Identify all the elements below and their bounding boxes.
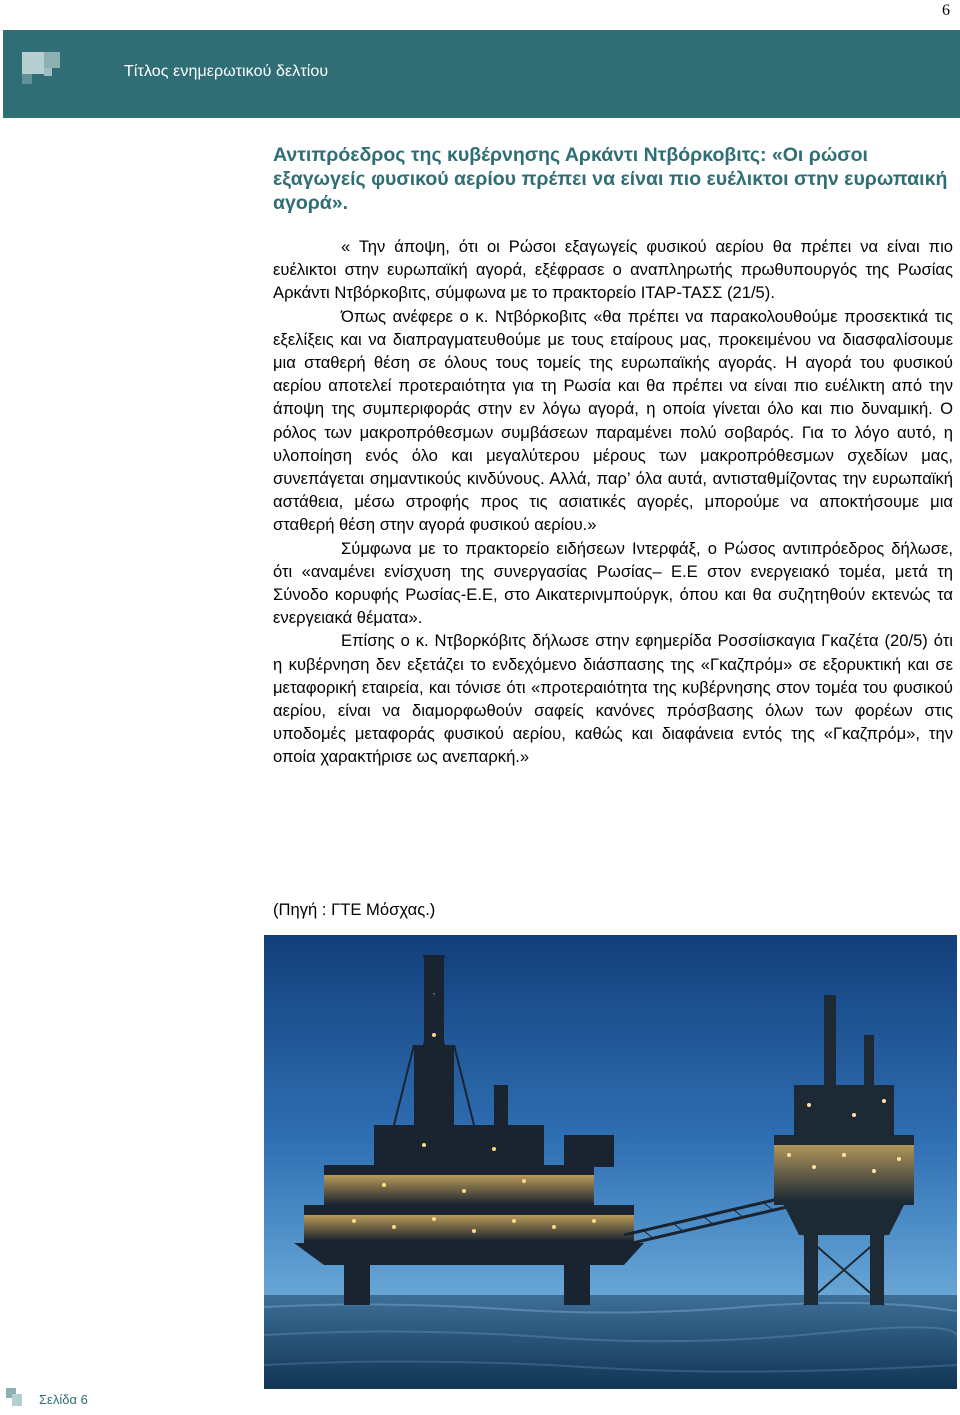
article-paragraph: Όπως ανέφερε ο κ. Ντβόρκοβιτς «θα πρέπει να παρακολουθούμε προσεκτικά τις εξελίξεις και να διαπραγματευθούμε με τους εταίρους μας, προκειμένου να διασφαλίσουμε μια σταθερή θέση σε όλους τους τομείς της ευρωπαϊκής αγοράς. Η αγορά του φυσικού αερίου αποτελεί προτεραιότητα για τη Ρωσία και θα πρέπει να είναι πιο ευέλικτη από την άποψη της συμπεριφοράς στην εν λόγω αγορά, η οποία γίνεται όλο και πιο δυναμική. Ο ρόλος των μακροπρόθεσμων συμβάσεων παραμένει πολύ σοβαρός. Για το λόγο αυτό, η υλοποίηση ενός όλο και μεγαλύτερου μέρους των μακροπρόθεσμων σχεδίων μας, συνεπάγεται σημαντικούς κινδύνους. Αλλά, παρ’ όλα αυτά, αντισταθμίζοντας την ευρωπαϊκή αστάθεια, μέσω στροφής προς τις ασιατικές αγορές, μπορούμε να αποκτήσουμε μια σταθερή θέση στην αγορά φυσικού αερίου.» [273, 306, 953, 535]
page-footer: Σελίδα 6 [39, 1392, 88, 1407]
article-paragraph: « Την άποψη, ότι οι Ρώσοι εξαγωγείς φυσικού αερίου θα πρέπει να είναι πιο ευέλικτοι στην ευρωπαϊκή αγορά, εξέφρασε ο αναπληρωτής πρωθυπουργός της Ρωσίας Αρκάντι Ντβόρκοβιτς, σύμφωνα με το πρακτορείο ΙΤΑΡ-ΤΑΣΣ (21/5). [273, 237, 953, 303]
article-paragraph: Σύμφωνα με το πρακτορείο ειδήσεων Ιντερφάξ, ο Ρώσος αντιπρόεδρος δήλωσε, ότι «αναμένει ενίσχυση της συνεργασίας Ρωσίας– Ε.Ε στον ενεργειακό τομέα, μετά τη Σύνοδο κορυφής Ρωσίας-Ε.Ε, στο Αικατερινμπούργκ, όπου και θα συζητηθούν εκτενώς τα ενεργειακά θέματα». [273, 538, 953, 628]
article-headline: Αντιπρόεδρος της κυβέρνησης Αρκάντι Ντβόρκοβιτς: «Οι ρώσοι εξαγωγείς φυσικού αερίου πρέπει να είναι πιο ευέλικτοι στην ευρωπαική αγορά». [273, 144, 948, 214]
header-bar [3, 30, 960, 118]
offshore-platform-photo [264, 935, 957, 1389]
newsletter-title: Τίτλος ενημερωτικού δελτίου [124, 63, 329, 80]
article-paragraph: Επίσης ο κ. Ντβορκόβιτς δήλωσε στην εφημερίδα Ροσσίισκαγια Γκαζέτα (20/5) ότι η κυβέρνηση δεν εξετάζει το ενδεχόμενο διάσπασης της «Γκαζπρόμ» σε εξορυκτική και σε μεταφορική εταιρεία, και τόνισε ότι «προτεραιότητα της κυβέρνησης στον τομέα του φυσικού αερίου, είναι να διαμορφωθούν σαφείς κανόνες πρόσβασης όλων των φορέων στις υποδομές μεταφοράς φυσικού αερίου, καθώς και διαφάνεια εντός της «Γκαζπρόμ», την οποία χαρακτήρισε ως ανεπαρκή.» [273, 631, 953, 767]
header-decoration [3, 30, 123, 118]
article-body [273, 235, 953, 769]
page-number: 6 [942, 2, 950, 19]
footer-decoration [6, 1388, 22, 1410]
article-source: (Πηγή : ΓΤΕ Μόσχας.) [273, 900, 436, 919]
